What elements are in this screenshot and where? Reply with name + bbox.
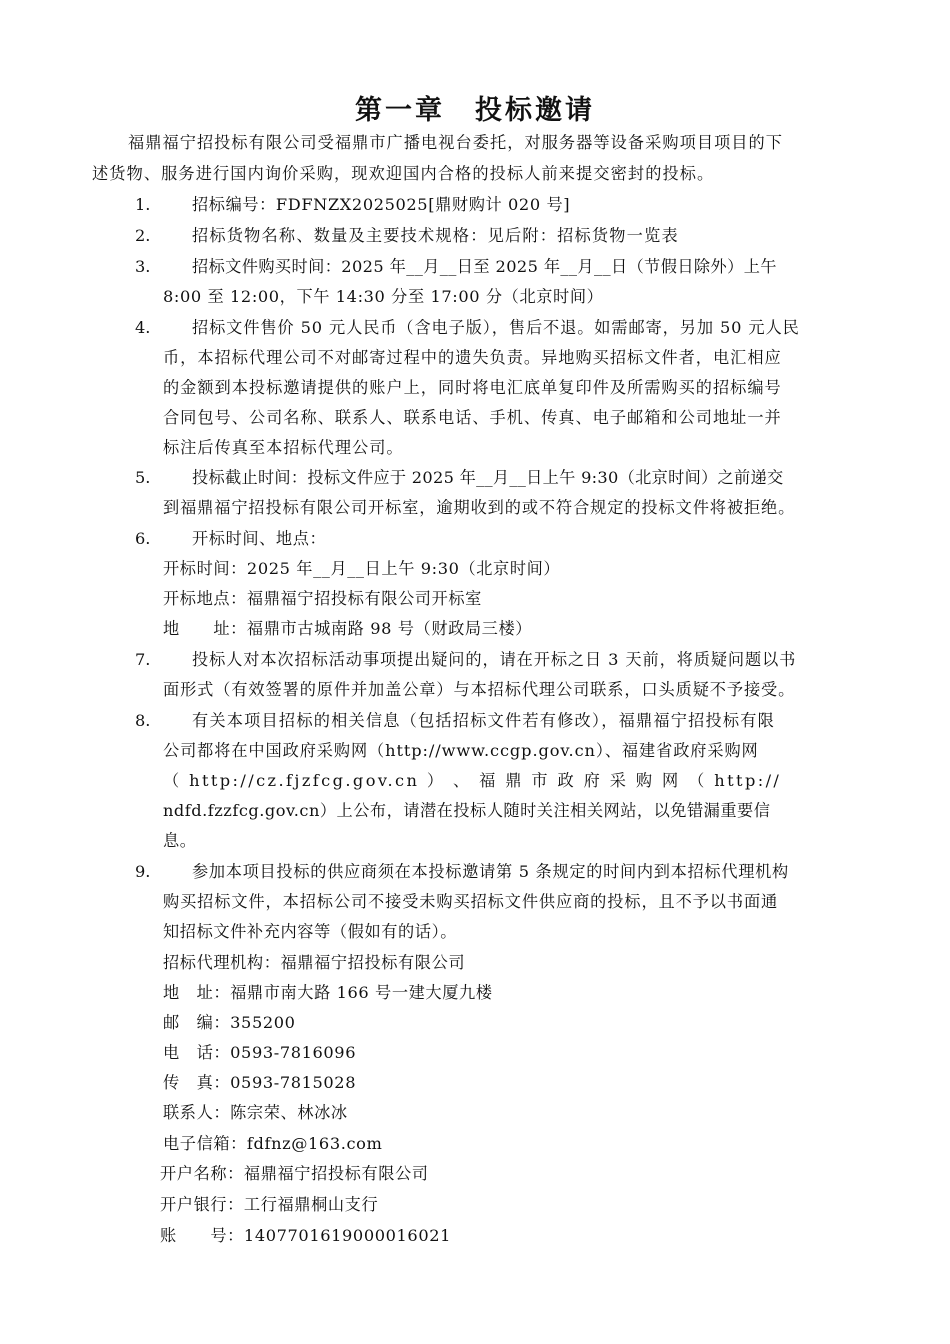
contact-account-number: 账 号：1407701619000016021	[160, 1226, 452, 1245]
contact-account-name: 开户名称：福鼎福宁招投标有限公司	[160, 1164, 429, 1183]
contact-agency: 招标代理机构：福鼎福宁招投标有限公司	[163, 953, 466, 972]
item-number: 8.	[135, 711, 151, 730]
item-line: 合同包号、公司名称、联系人、联系电话、手机、传真、电子邮箱和公司地址一并	[163, 408, 782, 427]
item-line: 开标时间：2025 年__月__日上午 9:30（北京时间）	[163, 559, 561, 578]
item-line: 标注后传真至本招标代理公司。	[163, 438, 404, 457]
item-line: 开标地点：福鼎福宁招投标有限公司开标室	[163, 589, 482, 608]
item-number: 6.	[135, 529, 151, 548]
item-line: 购买招标文件，本招标公司不接受未购买招标文件供应商的投标，且不予以书面通	[163, 892, 779, 911]
item-line: 招标文件售价 50 元人民币（含电子版），售后不退。如需邮寄，另加 50 元人民	[192, 318, 800, 337]
item-line: 招标文件购买时间：2025 年__月__日至 2025 年__月__日（节假日除外）上午	[192, 257, 777, 276]
contact-fax: 传 真：0593-7815028	[163, 1073, 357, 1092]
page-title: 第一章 投标邀请	[355, 95, 595, 126]
contact-bank: 开户银行：工行福鼎桐山支行	[160, 1195, 379, 1214]
item-line: 开标时间、地点：	[192, 529, 327, 548]
item-number: 1.	[135, 195, 151, 214]
item-number: 7.	[135, 650, 151, 669]
item-line: 地 址：福鼎市古城南路 98 号（财政局三楼）	[163, 619, 533, 638]
item-line: 参加本项目投标的供应商须在本投标邀请第 5 条规定的时间内到本招标代理机构	[192, 862, 789, 881]
item-number: 4.	[135, 318, 151, 337]
item-line: 有关本项目招标的相关信息（包括招标文件若有修改），福鼎福宁招投标有限	[192, 711, 776, 730]
item-number: 3.	[135, 257, 151, 276]
item-line: 知招标文件补充内容等（假如有的话）。	[163, 922, 458, 941]
item-line: 招标编号：FDFNZX2025025[鼎财购计 020 号]	[192, 195, 571, 214]
intro-line: 福鼎福宁招投标有限公司受福鼎市广播电视台委托，对服务器等设备采购项目项目的下	[128, 133, 784, 152]
contact-email: 电子信箱：fdfnz@163.com	[163, 1134, 383, 1153]
item-line: 投标截止时间：投标文件应于 2025 年__月__日上午 9:30（北京时间）之前递交	[192, 468, 784, 487]
item-line: （ http://cz.fjzfcg.gov.cn ） 、 福 鼎 市 政 府 采 购 网 （ http://	[163, 771, 782, 790]
item-line: 招标货物名称、数量及主要技术规格：见后附：招标货物一览表	[192, 226, 679, 245]
contact-person: 联系人：陈宗荣、林冰冰	[163, 1103, 348, 1122]
item-line: 息。	[163, 831, 197, 850]
item-line: 的金额到本投标邀请提供的账户上，同时将电汇底单复印件及所需购买的招标编号	[163, 378, 782, 397]
item-number: 5.	[135, 468, 151, 487]
item-line: 币，本招标代理公司不对邮寄过程中的遗失负责。异地购买招标文件者，电汇相应	[163, 348, 782, 367]
item-line: 到福鼎福宁招投标有限公司开标室，逾期收到的或不符合规定的投标文件将被拒绝。	[163, 498, 796, 517]
item-line: 公司都将在中国政府采购网（http://www.ccgp.gov.cn）、福建省政府采购网	[163, 741, 759, 760]
contact-postcode: 邮 编：355200	[163, 1013, 296, 1032]
contact-address: 地 址：福鼎市南大路 166 号一建大厦九楼	[163, 983, 493, 1002]
item-line: ndfd.fzzfcg.gov.cn）上公布，请潜在投标人随时关注相关网站，以免错漏重要信	[163, 801, 771, 820]
intro-line: 述货物、服务进行国内询价采购，现欢迎国内合格的投标人前来提交密封的投标。	[92, 164, 715, 183]
item-line: 面形式（有效签署的原件并加盖公章）与本招标代理公司联系，口头质疑不予接受。	[163, 680, 796, 699]
item-line: 8:00 至 12:00，下午 14:30 分至 17:00 分（北京时间）	[163, 287, 604, 306]
contact-phone: 电 话：0593-7816096	[163, 1043, 357, 1062]
item-line: 投标人对本次招标活动事项提出疑问的，请在开标之日 3 天前，将质疑问题以书	[192, 650, 797, 669]
item-number: 9.	[135, 862, 151, 881]
item-number: 2.	[135, 226, 151, 245]
